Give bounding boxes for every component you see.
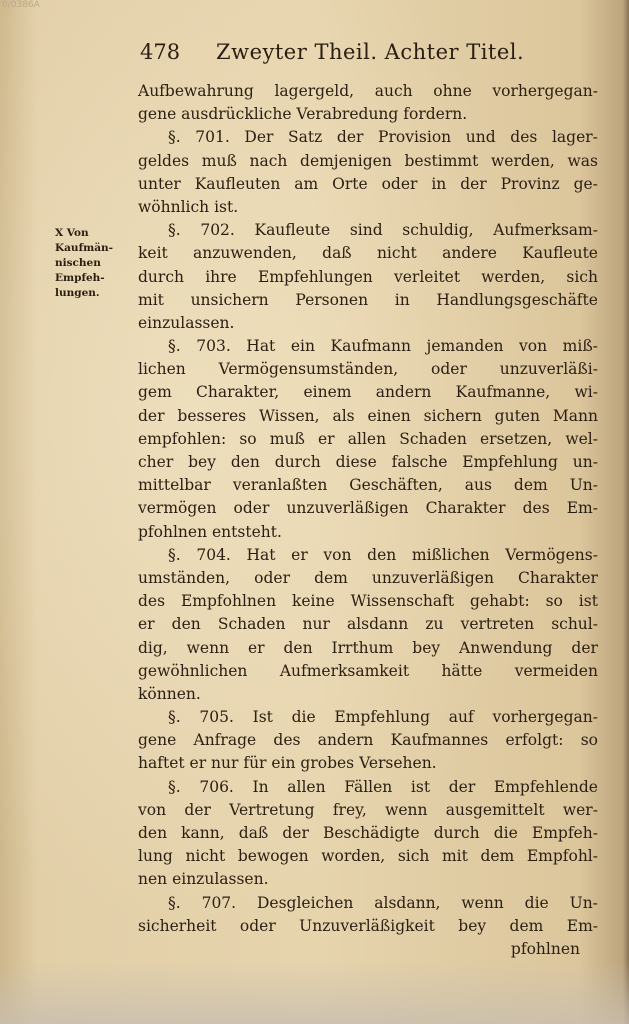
word: Vertretung [229, 800, 315, 819]
word: §. [168, 128, 181, 147]
word: lichen [138, 360, 186, 379]
word: guten [494, 406, 540, 425]
word: hätte [441, 661, 483, 680]
word: In [252, 777, 269, 796]
word: verleitet [394, 267, 461, 286]
text-line: gene ausdrückliche Verabredung fordern. [138, 105, 468, 124]
word: auch [374, 82, 413, 100]
word: muß [269, 429, 305, 448]
word: so [580, 731, 598, 750]
word: daß [238, 824, 269, 842]
word: andern [375, 383, 432, 402]
word: werden, [491, 151, 555, 170]
word: der [448, 777, 476, 796]
word: vermeiden [514, 661, 598, 680]
word: Provinz [500, 174, 560, 193]
text-line [138, 544, 598, 567]
word: alsdann, [374, 893, 441, 912]
word: in [431, 174, 447, 193]
word: Kaufleuten [194, 174, 281, 193]
word: Anfrage [193, 731, 257, 750]
text-line [138, 80, 598, 103]
word: cher [138, 453, 174, 471]
word: des [273, 731, 301, 750]
word: oder [381, 174, 418, 193]
word: durch [138, 267, 184, 286]
word: Anwendung [459, 638, 553, 657]
word: ohne [433, 82, 472, 100]
word: vermögen [138, 499, 217, 518]
text-line: einzulassen. [138, 313, 235, 332]
word: Unzuverläßigkeit [299, 916, 435, 935]
word: Fällen [344, 777, 393, 796]
word: der [336, 128, 364, 147]
word: zu [425, 615, 444, 634]
word: schul- [551, 615, 598, 634]
word: Wissenschaft [350, 592, 455, 611]
word: Geschäften, [349, 476, 443, 495]
word: Charakter [518, 568, 598, 587]
word: Empfohl- [526, 847, 598, 866]
word: Empfehlende [493, 777, 598, 796]
word: wenn [385, 800, 428, 819]
word: Provision [378, 128, 452, 147]
word: schuldig, [402, 221, 474, 240]
word: er [318, 429, 335, 448]
word: nur [302, 615, 330, 634]
text-line [138, 706, 598, 729]
word: Ist [252, 708, 273, 727]
word: Schaden [217, 615, 286, 634]
text-line [138, 590, 598, 613]
word: §. [168, 221, 181, 240]
word: die [291, 708, 316, 727]
text-line [138, 729, 598, 752]
word: was [567, 151, 598, 170]
word: Aufmerksam- [493, 221, 598, 240]
word: Aufmerksamkeit [279, 661, 410, 680]
word: 701. [195, 128, 230, 147]
word: kann, [181, 824, 225, 842]
word: unzuverläßi- [499, 360, 598, 379]
word: bestimmt [404, 151, 479, 170]
text-line [138, 289, 598, 312]
catalog-id: 0/0386A [2, 0, 40, 10]
word: mit [138, 290, 164, 309]
text-line [138, 242, 598, 265]
word: in [394, 290, 410, 309]
word: andern [317, 731, 374, 750]
word: erfolgt: [505, 731, 564, 750]
word: miß- [562, 337, 598, 356]
word: §. [168, 708, 181, 727]
word: so [545, 592, 563, 611]
word: ist [410, 777, 431, 796]
word: 704. [196, 545, 231, 564]
text-line [138, 358, 598, 381]
text-line [138, 126, 598, 149]
word: §. [168, 777, 181, 796]
word: ersetzen, [479, 429, 553, 448]
word: 706. [199, 777, 234, 796]
word: 702. [200, 221, 235, 240]
word: ge- [573, 174, 598, 193]
word: jemanden [426, 337, 504, 356]
text-line [138, 845, 598, 868]
margin-note-line: nischen [55, 257, 101, 269]
margin-note-line: lungen. [55, 287, 100, 299]
word: besseres [177, 406, 247, 425]
word: §. [168, 337, 181, 356]
word: Un- [569, 476, 598, 495]
word: sind [349, 221, 383, 240]
text-line [138, 497, 598, 520]
word: anzuwenden, [193, 244, 297, 263]
word: un- [572, 453, 598, 471]
word: Charakter [425, 499, 506, 518]
word: wenn [461, 893, 504, 912]
word: sichern [423, 406, 482, 425]
word: den [367, 545, 397, 564]
word: Irrthum [331, 638, 394, 657]
word: keit [138, 244, 168, 263]
word: oder [431, 360, 467, 379]
word: die [524, 893, 549, 912]
word: wi- [574, 383, 598, 402]
word: vorhergegan- [492, 82, 598, 100]
word: oder [254, 568, 290, 587]
word: gene [138, 731, 177, 750]
word: Vermögensumständen, [218, 360, 399, 379]
word: er [138, 615, 155, 634]
text-line [138, 173, 598, 196]
word: sich [566, 267, 598, 286]
word: Empfeh- [531, 824, 598, 842]
text-line [138, 405, 598, 428]
word: als [332, 406, 355, 425]
word: durch [274, 453, 321, 471]
text-line [138, 451, 598, 474]
word: des [510, 128, 538, 147]
word: einem [303, 383, 352, 402]
word: dem [513, 476, 548, 495]
word: 705. [199, 708, 234, 727]
word: §. [168, 545, 181, 564]
word: unsichern [190, 290, 269, 309]
text-line [138, 892, 598, 915]
word: mit [441, 847, 468, 866]
word: lung [138, 847, 173, 866]
text-line [138, 428, 598, 451]
margin-note-line: Kaufmän- [55, 242, 113, 254]
word: Hat [246, 545, 276, 564]
word: dem [509, 916, 544, 935]
page-edge-shadow [623, 0, 629, 1024]
word: Kaufleute [522, 244, 598, 263]
word: Empfohlnen [180, 592, 277, 611]
word: demjenigen [300, 151, 392, 170]
word: wenn [186, 638, 230, 657]
word: Wissen, [258, 406, 320, 425]
word: mittelbar [138, 476, 211, 495]
word: so [239, 429, 257, 448]
word: er [291, 545, 308, 564]
word: Un- [569, 893, 598, 912]
word: Satz [288, 128, 323, 147]
word: lagergeld, [274, 82, 355, 100]
word: Orte [332, 174, 368, 193]
text-line: pfohlnen entsteht. [138, 522, 282, 541]
word: er [247, 638, 265, 657]
word: daß [322, 244, 352, 263]
word: Empfehlung [334, 708, 431, 727]
text-line [138, 335, 598, 358]
margin-note-line: Empfeh- [55, 272, 105, 284]
word: vertreten [460, 615, 535, 634]
word: vorhergegan- [492, 708, 598, 727]
text-line [138, 637, 598, 660]
word: Desgleichen [256, 893, 354, 912]
word: der [571, 638, 598, 657]
word: dem [314, 568, 348, 587]
word: Em- [566, 916, 598, 935]
word: allen [347, 429, 387, 448]
word: bey [458, 916, 487, 935]
word: §. [168, 893, 181, 912]
text-line [138, 381, 598, 404]
word: allen [287, 777, 326, 796]
word: Charakter, [196, 383, 280, 402]
word: bewogen [237, 847, 309, 866]
word: Der [244, 128, 274, 147]
word: diese [335, 453, 377, 471]
word: Personen [295, 290, 369, 309]
word: von [519, 337, 548, 356]
text-line [138, 219, 598, 242]
text-line [138, 150, 598, 173]
word: falsche [391, 453, 448, 471]
word: bey [188, 453, 216, 471]
word: oder [233, 499, 270, 518]
running-title: Zweyter Theil. Achter Titel. [216, 40, 525, 64]
word: Kaufleute [254, 221, 331, 240]
word: mißlichen [411, 545, 490, 564]
page-header [140, 38, 540, 72]
word: der [138, 406, 165, 425]
word: andere [442, 244, 497, 263]
word: geldes [138, 151, 190, 170]
word: sicherheit [138, 916, 217, 935]
word: Mann [552, 406, 598, 425]
margin-note [55, 226, 130, 301]
text-line [138, 799, 598, 822]
word: ihre [205, 267, 237, 286]
word: Handlungsgeschäfte [436, 290, 598, 309]
word: 707. [201, 893, 237, 912]
text-line [138, 660, 598, 683]
word: den [138, 824, 168, 842]
word: nicht [185, 847, 226, 866]
word: Empfehlungen [257, 267, 373, 286]
text-line: können. [138, 684, 201, 703]
word: Kaufmann [330, 337, 411, 356]
word: ist [578, 592, 598, 611]
word: oder [239, 916, 276, 935]
word: auf [448, 708, 474, 727]
word: Kaufmanne, [455, 383, 551, 402]
text-line: wöhnlich ist. [138, 197, 239, 216]
word: nicht [376, 244, 417, 263]
word: und [465, 128, 496, 147]
word: wer- [562, 800, 598, 819]
word: worden, [321, 847, 386, 866]
word: der [184, 800, 211, 819]
text-line: haftet er nur für ein grobes Versehen. [138, 754, 437, 773]
text-line [138, 567, 598, 590]
word: Beschädigte [322, 824, 420, 842]
word: keine [291, 592, 335, 611]
word: unter [138, 174, 181, 193]
word: ein [290, 337, 315, 356]
word: des [522, 499, 550, 518]
word: dem [480, 847, 515, 866]
word: Empfehlung [462, 453, 558, 471]
word: Schaden [399, 429, 467, 448]
word: lager- [551, 128, 598, 147]
bottom-margin [0, 960, 629, 1024]
word: werden, [481, 267, 546, 286]
word: am [294, 174, 319, 193]
word: umständen, [138, 568, 231, 587]
word: frey, [332, 800, 367, 819]
text-line [138, 474, 598, 497]
word: die [493, 824, 518, 842]
text-line [138, 613, 598, 636]
word: wel- [565, 429, 598, 448]
word: der [460, 174, 487, 193]
word: der [282, 824, 309, 842]
word: nach [249, 151, 288, 170]
word: Hat [246, 337, 276, 356]
text-line [138, 822, 598, 845]
word: muß [201, 151, 237, 170]
word: Em- [566, 499, 598, 518]
word: gehabt: [469, 592, 530, 611]
word: unzuverläßigen [371, 568, 494, 587]
word: ausgemittelt [445, 800, 545, 819]
text-line: nen einzulassen. [138, 870, 269, 889]
word: den [230, 453, 260, 471]
word: von [138, 800, 167, 819]
body-text [138, 80, 598, 961]
margin-note-line: X Von [55, 227, 89, 239]
word: veranlaßten [232, 476, 328, 495]
word: Aufbewahrung [138, 82, 254, 100]
word: gewöhnlichen [138, 661, 248, 680]
word: Kaufmannes [390, 731, 489, 750]
word: gem [138, 383, 172, 402]
text-line [138, 915, 598, 938]
word: des [138, 592, 166, 611]
word: aus [464, 476, 492, 495]
page-number: 478 [140, 40, 181, 64]
word: sich [397, 847, 430, 866]
word: Vermögens- [505, 545, 598, 564]
word: von [323, 545, 352, 564]
text-line [138, 776, 598, 799]
word: alsdann [346, 615, 409, 634]
word: den [283, 638, 313, 657]
word: unzuverläßigen [286, 499, 409, 518]
word: durch [433, 824, 480, 842]
text-line [138, 266, 598, 289]
word: dig, [138, 638, 168, 657]
word: empfohlen: [138, 429, 227, 448]
word: einen [367, 406, 411, 425]
text-line: pfohlnen [510, 939, 580, 958]
word: den [171, 615, 201, 634]
word: 703. [196, 337, 231, 356]
word: bey [412, 638, 441, 657]
